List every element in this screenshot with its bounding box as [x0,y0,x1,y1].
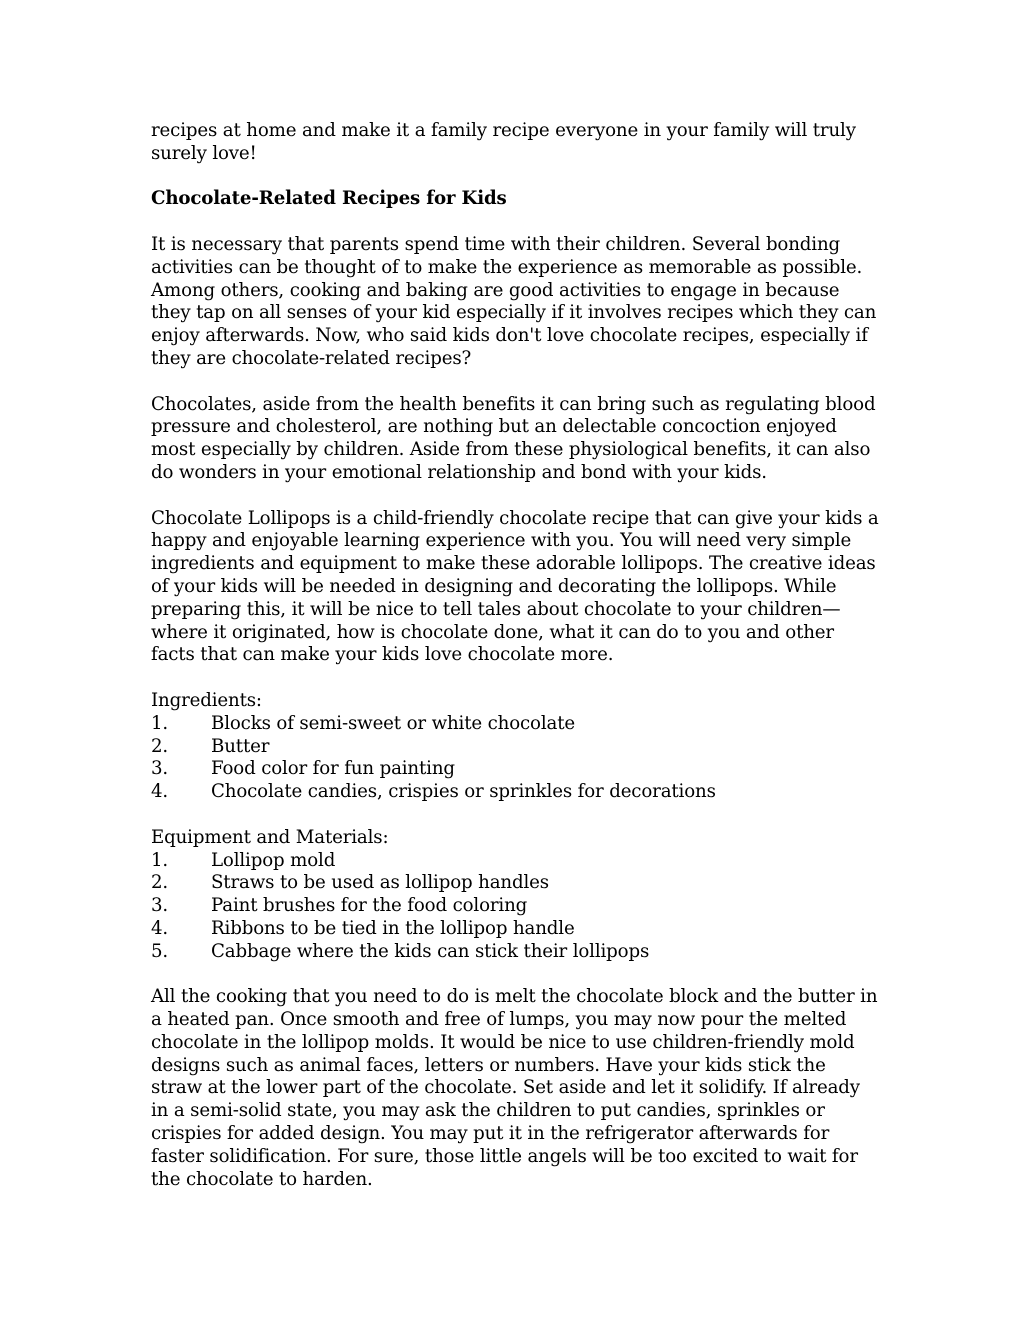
list-item-text: Ribbons to be tied in the lollipop handle [211,917,575,939]
list-item [151,918,881,941]
list-number: 3. [151,758,169,780]
list-item [151,781,881,804]
list-item-text: Chocolate candies, crispies or sprinkles for decorations [211,781,716,803]
list-item [151,850,881,873]
list-item-text: Food color for fun painting [211,758,455,780]
list-number: 4. [151,781,169,803]
list-item [151,895,881,918]
list-item [151,736,881,759]
list-number: 1. [151,712,169,734]
paragraph-bonding: It is necessary that parents spend time with their children. Several bonding activities can be thought of to make the experience as memorable as possible. Among others, cooking and baking are good activities to engage in because they tap on all senses of your kid especially if it involves recipes which they can enjoy afterwards. Now, who said kids don't love chocolate recipes, especially if they are chocolate-related recipes? [151,233,877,369]
equipment-label: Equipment and Materials: [151,826,389,848]
list-item-text: Paint brushes for the food coloring [211,895,528,917]
list-number: 3. [151,895,169,917]
list-item [151,758,881,781]
paragraph-cooking-instructions: All the cooking that you need to do is melt the chocolate block and the butter in a heated pan. Once smooth and free of lumps, you may now pour the melted chocolate in the lollipop molds. It would be nice to use children-friendly mold designs such as animal faces, letters or numbers. Have your kids stick the straw at the lower part of the chocolate. Set aside and let it solidify. If already in a semi-solid state, you may ask the children to put candies, sprinkles or crispies for added design. You may put it in the refrigerator afterwards for faster solidification. For sure, those little angels will be too excited to wait for the chocolate to harden. [151,986,878,1190]
equipment-list [151,850,881,964]
ingredients-list [151,713,881,804]
list-item-text: Blocks of semi-sweet or white chocolate [211,712,575,734]
document-page [151,120,881,1214]
list-number: 5. [151,940,169,962]
paragraph-lollipops: Chocolate Lollipops is a child-friendly chocolate recipe that can give your kids a happy and enjoyable learning experience with you. You will need very simple ingredients and equipment to make these adorable lollipops. The creative ideas of your kids will be needed in designing and decorating the lollipops. While preparing this, it will be nice to tell tales about chocolate to your children—where it originated, how is chocolate done, what it can do to you and other facts that can make your kids love chocolate more. [151,507,879,666]
list-item [151,872,881,895]
list-item-text: Cabbage where the kids can stick their lollipops [211,940,650,962]
ingredients-label: Ingredients: [151,689,262,711]
list-number: 2. [151,872,169,894]
list-item [151,713,881,736]
list-item [151,941,881,964]
section-heading: Chocolate-Related Recipes for Kids [151,188,507,210]
list-number: 2. [151,735,169,757]
list-item-text: Lollipop mold [211,849,336,871]
list-item-text: Butter [211,735,270,757]
intro-paragraph: recipes at home and make it a family recipe everyone in your family will truly surely love! [151,120,856,164]
list-number: 4. [151,917,169,939]
list-number: 1. [151,849,169,871]
paragraph-health-benefits: Chocolates, aside from the health benefits it can bring such as regulating blood pressure and cholesterol, are nothing but an delectable concoction enjoyed most especially by children. Aside from these physiological benefits, it can also do wonders in your emotional relationship and bond with your kids. [151,393,876,483]
list-item-text: Straws to be used as lollipop handles [211,872,549,894]
